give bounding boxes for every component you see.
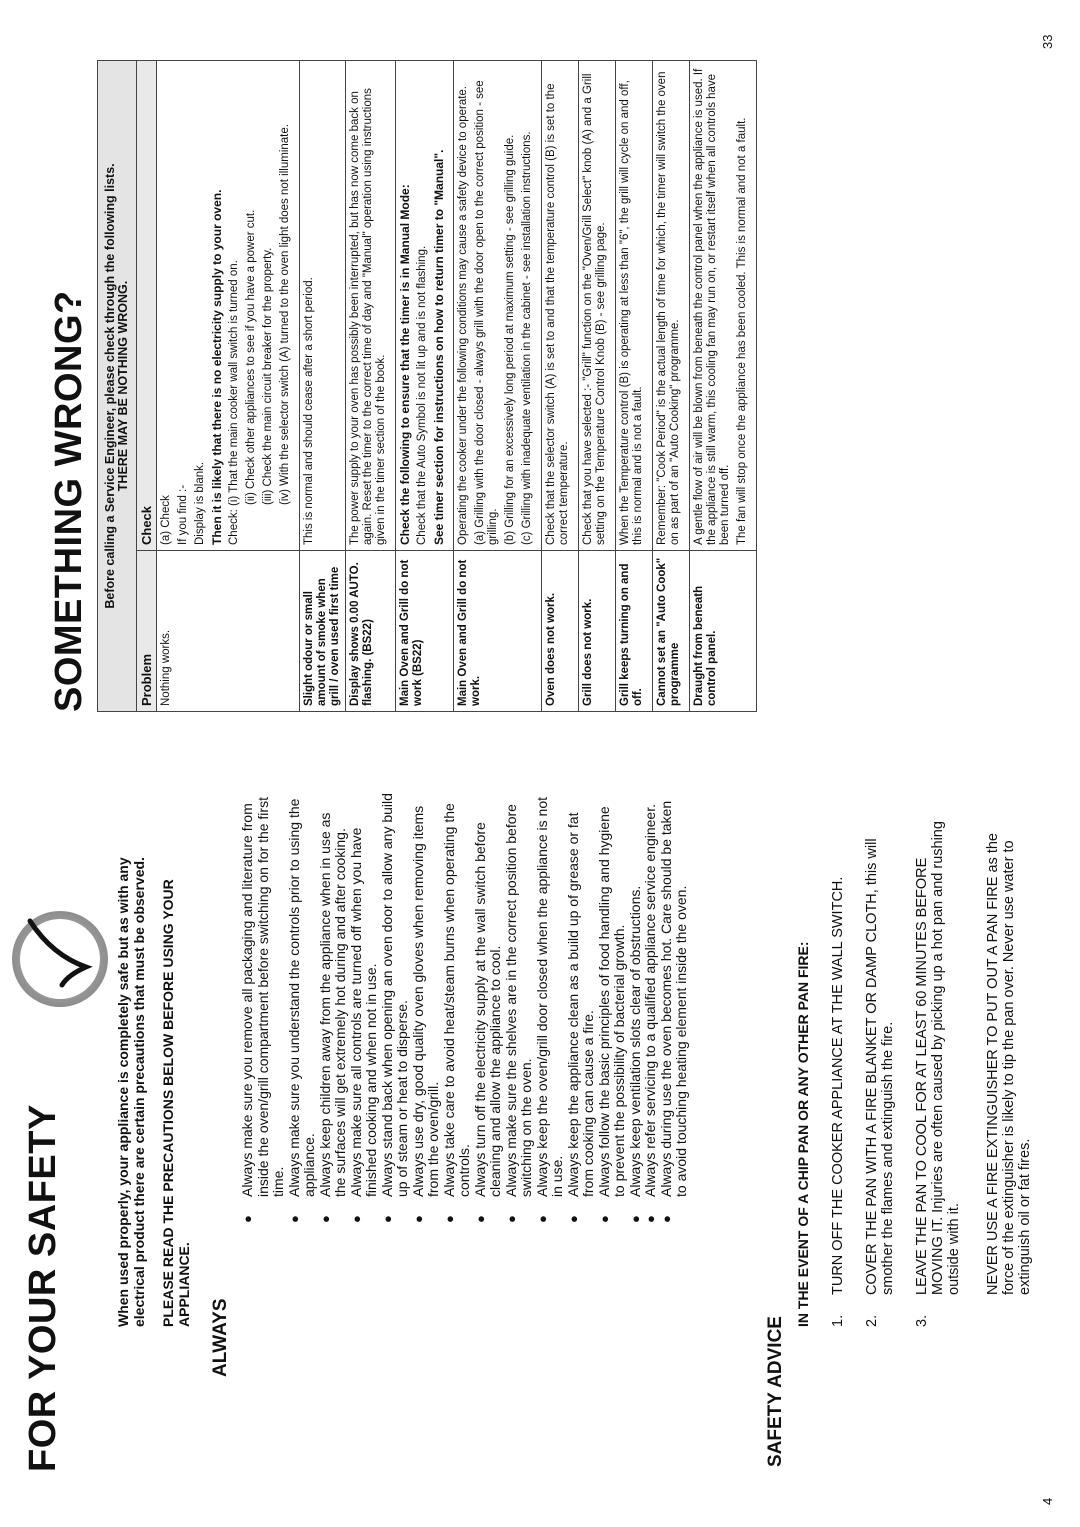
table-row: Draught from beneath control panel. A gentle flow of air will be blown from beneath the control panel when the appliance is used. If the appliance is still warm, this cooling fan may run on, or restart itself when all controls have been turned off. The fan will stop once the appliance has been cooled. This is normal and not a fault.	[690, 61, 757, 712]
always-item: ● Always make sure the shelves are in the correct position before switching on the oven.	[504, 791, 535, 1231]
fire-step: 2. COVER THE PAN WITH A FIRE BLANKET OR DAMP CLOTH, this will smother the flames and extinguish the fire.	[864, 838, 896, 1327]
always-item: ● Always keep children away from the appliance when in use as the surfaces will get extremely hot during and after cooking.	[318, 791, 349, 1231]
table-row: Grill keeps turning on and off. When the Temperature control (B) is operating at less than "6", the grill will cycle on and off, this is normal and is not a fault.	[616, 61, 653, 712]
fire-step: 3. LEAVE THE PAN TO COOL FOR AT LEAST 60 MINUTES BEFORE MOVING IT. Injuries are often caused by picking up a hot pan and rushing outside with it.	[914, 821, 962, 1327]
always-item: ● Always make sure you understand the controls prior to using the appliance.	[287, 791, 318, 1231]
safety-intro: When used properly, your appliance is completely safe but as with any electrical product there are certain precautions that must be observed.	[115, 857, 147, 1327]
table-row: Nothing works. (a) Check If you find :- Display is blank. Then it is likely that there is no electricity supply to your oven. Check: (i) That the main cooker wall switch is turned on. (ii) Check other appliances to see if you have a power cut. (iii) Check the main circuit breaker for the property. (iv) With the selector switch (A) turned to the oven light does not illuminate.	[157, 61, 300, 712]
table-row: Main Oven and Grill do not work (BS22) Check the following to ensure that the timer is in Manual Mode: Check that the Auto Symbol is not lit up and is not flashing. See timer section for instructions on how to return timer to "Manual".	[396, 61, 454, 712]
table-row: Main Oven and Grill do not work. Operating the cooker under the following conditions may cause a safety device to operate. (a) Grilling with the door closed - always grill with the door open to the correct position - see grilling. (b) Grilling for an excessively long period at maximum setting - see grilling guide. (c) Grilling with inadequate ventilation in the cabinet - see installation instructions.	[454, 61, 542, 712]
always-list	[240, 791, 690, 1231]
read-notice: PLEASE READ THE PRECAUTIONS BELOW BEFORE USING YOUR APPLIANCE.	[160, 879, 192, 1327]
table-row: Slight odour or small amount of smoke when grill / oven used first time This is normal and should cease after a short period.	[300, 61, 346, 712]
always-item: ● Always refer servicing to a qualified appliance service engineer.	[643, 791, 659, 1231]
safety-title: FOR YOUR SAFETY	[22, 1104, 64, 1472]
always-item: ● Always make sure all controls are turned off when you have finished cooking and when not in use.	[349, 791, 380, 1231]
page-number-right: 33	[1040, 34, 1055, 49]
fire-heading: IN THE EVENT OF A CHIP PAN OR ANY OTHER PAN FIRE:	[795, 941, 811, 1327]
table-row: Oven does not work. Check that the selector switch (A) is set to and that the temperature control (B) is set to the correct temperature.	[542, 61, 579, 712]
page-number-left: 4	[1040, 1497, 1055, 1505]
table-row: Display shows 0.00 AUTO. flashing. (BS22) The power supply to your oven has possibly been interrupted, but has now come back on again. Reset the timer to the correct time of day and "Manual" operation using instructions given in the timer section of the book.	[346, 61, 396, 712]
table-row: Grill does not work. Check that you have selected :- "Grill" function on the "Oven/Grill Select" knob (A) and a Grill setting on the Temperature Control Knob (B) - see grilling page.	[579, 61, 616, 712]
fire-step: 1. TURN OFF THE COOKER APPLIANCE AT THE WALL SWITCH.	[830, 876, 846, 1327]
col-header-problem: Problem	[137, 551, 157, 712]
fire-steps	[830, 807, 980, 1327]
table-banner: Before calling a Service Engineer, please check through the following lists. THERE MAY BE NOTHING WRONG.	[98, 61, 137, 712]
table-row: Cannot set an "Auto Cook" programme Remember: "Cook Period" is the actual length of time for which, the timer will switch the oven on as part of an "Auto Cooking" programme.	[653, 61, 690, 712]
always-item: ● Always take care to avoid heat/steam burns when operating the controls.	[442, 791, 473, 1231]
always-item: ● Always turn off the electricity supply at the wall switch before cleaning and allow the appliance to cool.	[473, 791, 504, 1231]
tick-logo-icon	[12, 911, 108, 1007]
never-notice: NEVER USE A FIRE EXTINGUISHER TO PUT OUT A PAN FIRE as the force of the extinguisher is likely to tip the pan over. Never use water to extinguish oil or fat fires.	[985, 833, 1033, 1295]
always-item: ● Always follow the basic principles of food handling and hygiene to prevent the possibility of bacterial growth.	[597, 791, 628, 1231]
col-header-check: Check	[137, 61, 157, 551]
troubleshoot-table	[97, 60, 757, 712]
always-item: ● Always use dry, good quality oven gloves when removing items from the oven/grill.	[411, 791, 442, 1231]
always-item: ● Always make sure you remove all packaging and literature from inside the oven/grill compartment before switching on for the first time.	[240, 791, 287, 1231]
always-item: ● Always stand back when opening an oven door to allow any build up of steam or heat to disperse.	[380, 791, 411, 1231]
always-item: ● Always keep ventilation slots clear of obstructions.	[628, 791, 644, 1231]
always-item: ● Always keep the appliance clean as a build up of grease or fat from cooking can cause a fire.	[566, 791, 597, 1231]
always-item: ● Always keep the oven/grill door closed when the appliance is not in use.	[535, 791, 566, 1231]
always-heading: ALWAYS	[210, 1298, 231, 1377]
always-item: ● Always during use the oven becomes hot. Care should be taken to avoid touching heating element inside the oven.	[659, 791, 690, 1231]
troubleshoot-title: SOMETHING WRONG?	[48, 290, 90, 712]
safety-advice-heading: SAFETY ADVICE	[765, 1316, 786, 1467]
